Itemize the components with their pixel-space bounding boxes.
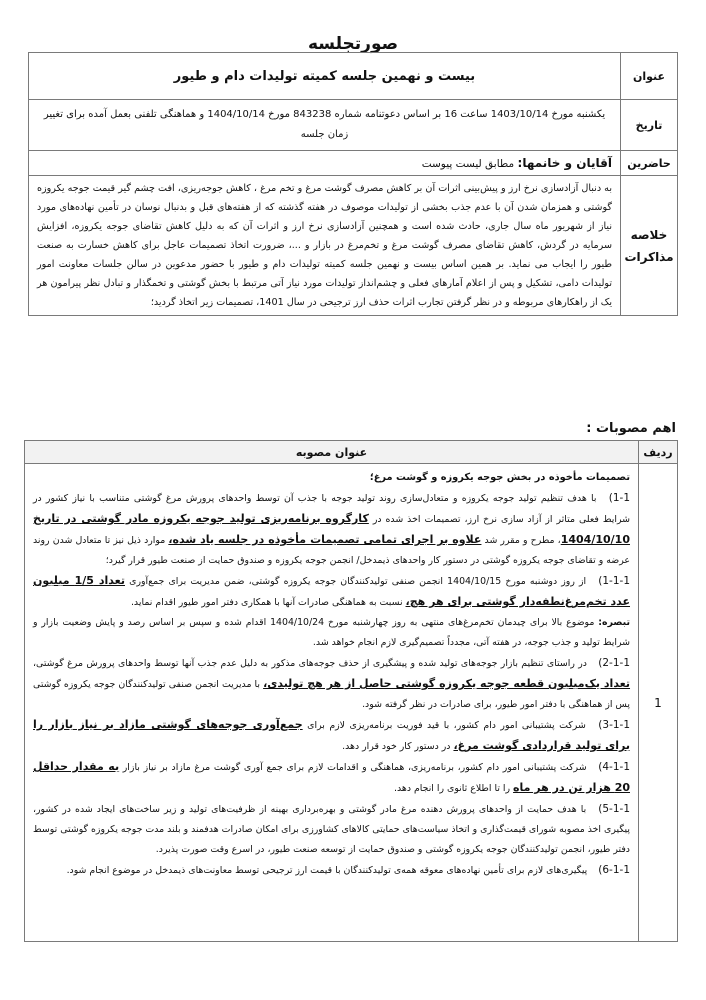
resolutions-heading: اهم مصوبات : bbox=[586, 421, 676, 436]
item-1-1-2 bbox=[33, 653, 630, 715]
attendees-label: حاضرین bbox=[621, 151, 678, 176]
summary-label-line2: مذاکرات bbox=[624, 249, 674, 264]
item-text: در دستور کار خود قرار دهد. bbox=[342, 741, 451, 752]
column-header-title: عنوان مصوبه bbox=[25, 441, 639, 464]
item-text: با هدف تنظیم تولید جوجه یکروزه و متعادل‌سازی روند تولید جوجه با جذب آن توسط واحدهای پرورش مرغ گوشتی متناسب با نیاز کشور در شرایط فعلی متاثر از آزاد سازی نرخ ارز، تصمیمات اخذ شده در bbox=[33, 493, 631, 525]
item-number: 4-1-1) bbox=[598, 761, 630, 773]
item-text: را تا اطلاع ثانوی را انجام دهد. bbox=[393, 783, 511, 794]
resolution-content bbox=[25, 464, 639, 942]
item-text: با مدیریت انجمن صنفی تولیدکنندگان جوجه یکروزه گوشتی پس از هماهنگی با دفتر امور طیور، برای صادرات در نظر گرفته شود. bbox=[33, 679, 630, 710]
item-number: 2-1-1) bbox=[598, 657, 630, 669]
item-1-1-3 bbox=[33, 715, 630, 757]
subject-label: عنوان bbox=[621, 53, 678, 100]
item-emphasis: تعداد 1/5 میلیون عدد تخم‌مرغ‌نطفه‌دار گوشتی برای هر هچ، bbox=[33, 574, 630, 608]
summary-text: به دنبال آزادسازی نرخ ارز و پیش‌بینی اثرات آن بر کاهش مصرف گوشت مرغ و تخم مرغ ، کاهش جوجه‌ریزی، افت چشم گیر قیمت جوجه یکروزه گوشتی و همزمان شدن آن با عدم جذب بخشی از تولیدات موصوف در هفته گذشته که از هفته‌های قبل و بدنبال نوسان در تأمین نهاده‌های مورد نیاز از شهریور ماه سال جاری، حادث شده است و همچنین آزادسازی نرخ ارز و اثرات آن که به دلیل کاهش تقاضای جوجه یکروزه، افزایش سرمایه در گردش، کاهش تقاضای مصرف گوشت مرغ و تخم‌مرغ در بازار و ...، ضرورت اتخاذ تصمیمات عاجل برای کاهش خسارت به صنعت طیور را ایجاب می نماید. بر همین اساس بیست و نهمین جلسه کمیته تولیدات دام و طیور با حضور مدعوین در سالن جلسات معاونت امور تولیدات دامی، تشکیل و پس از اعلام آمارهای فعلی و چشم‌انداز تولیدات مورد نیاز آتی مرتبط با بخش گوشتی و تخمگذار و تبادل نظر پیرامون هر یک از راهکارهای مربوطه و در نظر گرفتن تجارب اثرات حذف ارز ترجیحی در سال 1401، تصمیمات زیر اتخاذ گردید؛ bbox=[29, 176, 621, 316]
summary-label-line1: خلاصه bbox=[630, 227, 668, 242]
item-number: 3-1-1) bbox=[598, 719, 631, 731]
item-1-1 bbox=[33, 488, 630, 571]
summary-row bbox=[29, 176, 678, 316]
item-emphasis: کارگروه برنامه‌ریزی تولید جوجه یکروزه مادر گوشتی در تاریخ 1404/10/10 bbox=[33, 512, 630, 546]
item-number: 5-1-1) bbox=[598, 803, 630, 815]
item-emphasis: علاوه بر اجرای تمامی تصمیمات مأخوذه در جلسه یاد شده، bbox=[168, 533, 482, 546]
item-text: شرکت پشتیبانی امور دام کشور، برنامه‌ریزی، هماهنگی و اقدامات لازم برای جمع آوری گوشت مرغ مازاد بر نیاز بازار bbox=[122, 762, 587, 773]
subject-row bbox=[29, 53, 678, 100]
item-text: در راستای تنظیم بازار جوجه‌های تولید شده و پیشگیری از حذف جوجه‌های مذکور به دلیل عدم جذب آنها توسط واحدهای پرورش مرغ گوشتی، bbox=[33, 658, 587, 669]
item-text: ، مطرح و مقرر شد bbox=[484, 535, 561, 546]
attendees-row bbox=[29, 151, 678, 176]
attendees-prefix: آقایان و خانمها: bbox=[517, 156, 612, 170]
attendees-cell bbox=[29, 151, 621, 176]
resolutions-header-row bbox=[25, 441, 678, 464]
item-1-1-4 bbox=[33, 757, 630, 799]
item-1-1-6 bbox=[33, 860, 630, 881]
column-header-row-number: ردیف bbox=[639, 441, 678, 464]
item-emphasis: جمع‌آوری جوجه‌های گوشتی مازاد بر نیاز بازار را برای تولید قراردادی گوشت مرغ، bbox=[33, 718, 630, 752]
date-row bbox=[29, 100, 678, 151]
item-1-1-5 bbox=[33, 799, 630, 860]
item-text: نسبت به هماهنگی صادرات آنها با همکاری دفتر امور طیور اقدام نماید. bbox=[130, 597, 403, 608]
note-label: تبصره: bbox=[598, 617, 630, 628]
item-text: موارد ذیل نیز تا متعادل شدن روند عرضه و تقاضای جوجه یکروزه گوشتی در دستور کار واحدهای ذیمدخل/ انجمن جوجه یکروزه و صندوق حمایت از صنعت طیور قرار گیرد؛ bbox=[33, 535, 630, 566]
summary-label bbox=[621, 176, 678, 316]
meeting-subject: بیست و نهمین جلسه کمیته تولیدات دام و طیور bbox=[29, 53, 621, 100]
item-1-1-1 bbox=[33, 571, 630, 613]
table-row bbox=[25, 464, 678, 942]
row-number: 1 bbox=[639, 464, 678, 942]
item-text: پیگیری‌های لازم برای تأمین نهاده‌های معوقه همه‌ی تولیدکنندگان با قیمت ارز ترجیحی توسط معاونت‌های ذیمدخل در موضوع انجام شود. bbox=[66, 865, 588, 876]
attendees-value: مطابق لیست پیوست bbox=[421, 158, 515, 170]
page-title: صورتجلسه bbox=[307, 34, 399, 54]
note bbox=[33, 613, 630, 653]
resolutions-table bbox=[24, 440, 678, 942]
item-emphasis: به مقدار حداقل 20 هزار تن در هر ماه bbox=[33, 760, 630, 794]
item-text: با هدف حمایت از واحدهای پرورش دهنده مرغ مادر گوشتی و بهره‌برداری بهینه از ظرفیت‌های تولید و زیر ساخت‌های ایجاد شده در کشور، پیگیری اخذ مصوبه شورای قیمت‌گذاری و اتخاذ سیاست‌های حمایتی کالاهای کشاورزی برای امکان صادرات هدفمند و بلند مدت جوجه یکروزه گوشتی توسط دفتر طیور، انجمن تولیدکنندگان جوجه یکروزه گوشتی و صندوق حمایت از توسعه صنعت طیور، در اسرع وقت صورت پذیرد. bbox=[33, 804, 630, 855]
item-number: 6-1-1) bbox=[598, 864, 630, 876]
date-label: تاریخ bbox=[621, 100, 678, 151]
item-number: 1-1) bbox=[608, 492, 630, 504]
item-text: شرکت پشتیبانی امور دام کشور، با قید فوریت برنامه‌ریزی لازم برای bbox=[307, 720, 586, 731]
item-text: از روز دوشنبه مورخ 1404/10/15 انجمن صنفی تولیدکنندگان جوجه یکروزه گوشتی، ضمن مدیریت برای جمع‌آوری bbox=[129, 576, 587, 587]
note-text: موضوع بالا برای چیدمان تخم‌مرغ‌های منتهی به روز چهارشنبه مورخ 1404/10/24 اقدام شده و سپس بر اساس رصد و پایش وضعیت بازار و شرایط تولید و جذب جوجه، در هفته آتی، مجدداً تصمیم‌گیری لازم انجام خواهد شد. bbox=[33, 617, 630, 648]
section-subtitle: تصمیمات مأخوذه در بخش جوجه یکروزه و گوشت مرغ؛ bbox=[369, 472, 630, 483]
item-emphasis: تعداد یک‌میلیون قطعه جوجه یکروزه گوشتی حاصل از هر هچ تولیدی، bbox=[263, 677, 631, 690]
meeting-date: یکشنبه مورخ 1403/10/14 ساعت 16 بر اساس دعوتنامه شماره 843238 مورخ 1404/10/14 و هماهنگی تلفنی بعمل آمده برای تغییر زمان جلسه bbox=[29, 100, 621, 151]
item-number: 1-1-1) bbox=[598, 575, 630, 587]
meeting-info-table bbox=[28, 52, 678, 316]
